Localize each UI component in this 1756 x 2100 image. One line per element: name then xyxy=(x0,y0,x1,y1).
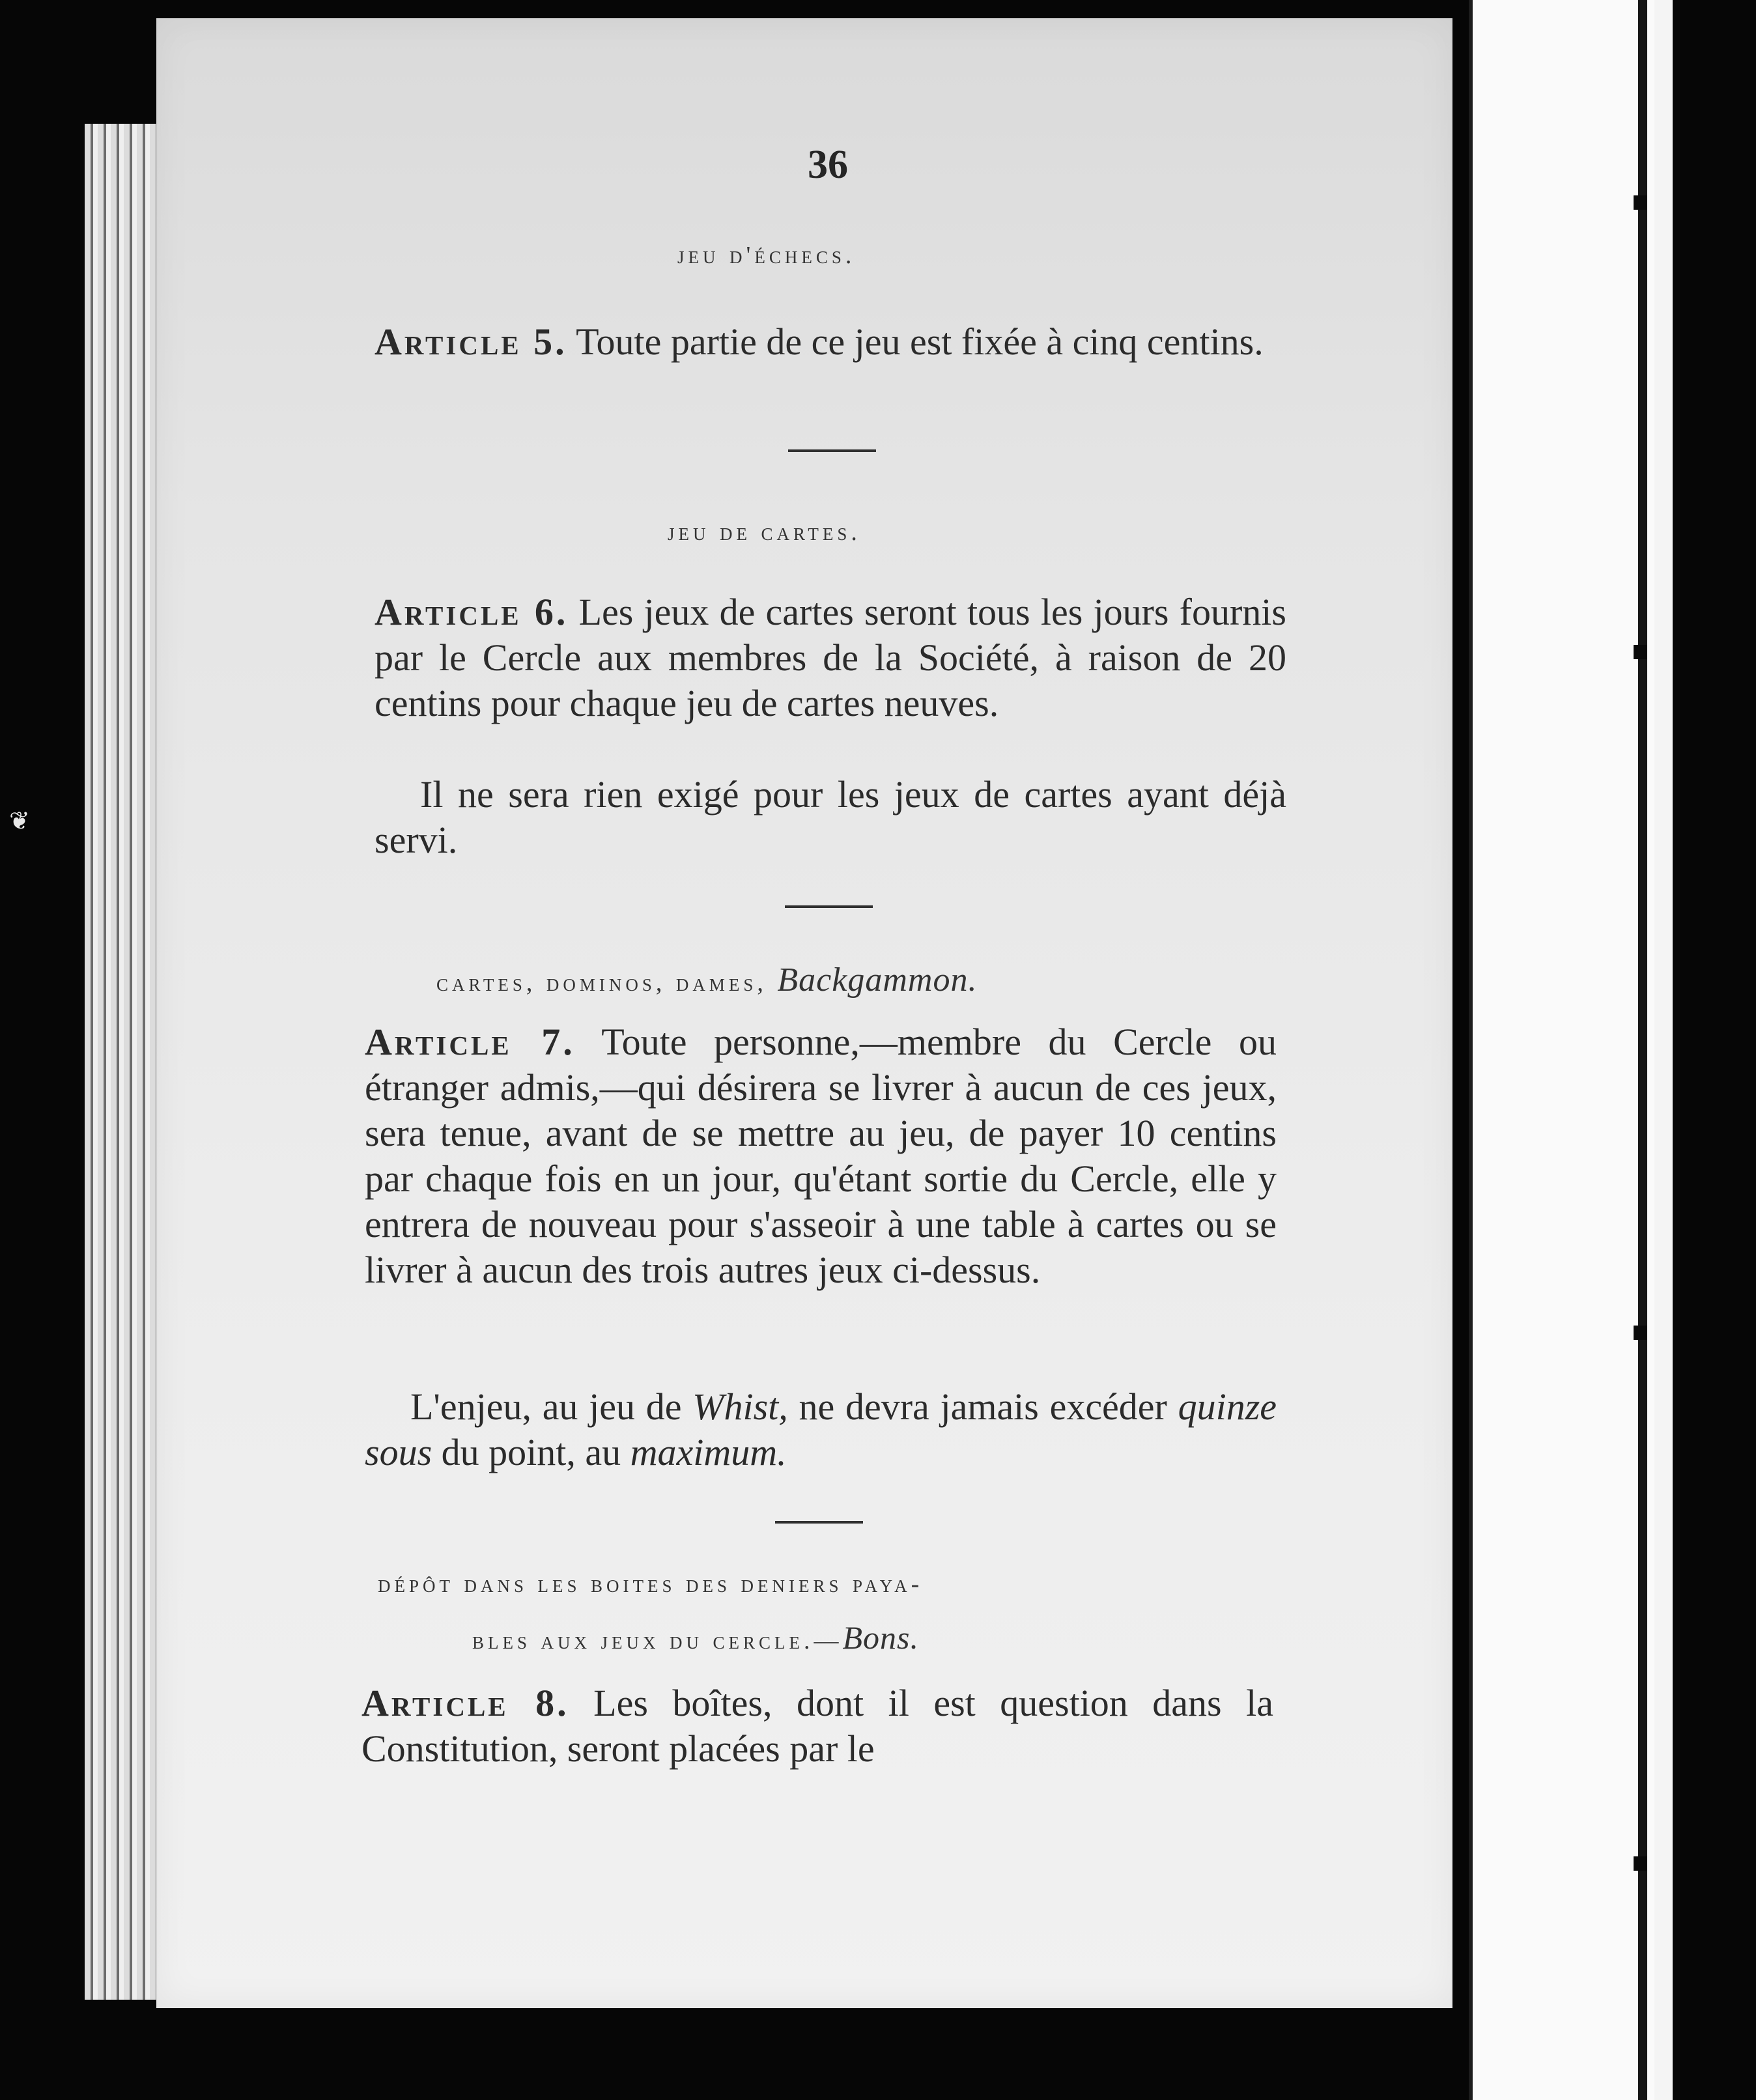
article-text: Toute personne,—membre du Cercle ou étranger admis,—qui désirera se livrer à aucun de ces jeux, sera tenue, avant de se mettre au jeu, de payer 10 centins par chaque fois en un jour, qu'étant sortie du Cercle, elle y entrera de nouveau pour s'asseoir à une table à cartes ou se livrer à aucun des trois autres jeux ci-dessus. xyxy=(365,1021,1277,1291)
paragraph-text: du point, au xyxy=(432,1431,630,1473)
italic-term: Whist, xyxy=(692,1385,788,1428)
binding-mark xyxy=(1634,1326,1647,1340)
binding-mark xyxy=(1634,645,1647,659)
section-heading-cartes: jeu de cartes. xyxy=(668,518,861,546)
section-heading-echecs: jeu d'échecs. xyxy=(677,242,856,269)
section-heading-depot-line-2 xyxy=(472,1619,919,1656)
article-lead: Article 6. xyxy=(375,591,569,633)
scan-speck: ❦ xyxy=(9,808,30,835)
article-text: Les boîtes, dont il est question dans la Constitution, seront placées par le xyxy=(361,1682,1273,1770)
heading-italic: Bons. xyxy=(842,1619,920,1656)
article-5 xyxy=(375,319,1286,365)
article-lead: Article 8. xyxy=(361,1682,569,1724)
facing-page-gutter xyxy=(1638,0,1647,2100)
binding-mark xyxy=(1634,1856,1647,1871)
paragraph-text: ne devra jamais excéder xyxy=(787,1385,1178,1428)
facing-page-outer-edge xyxy=(1654,0,1673,2100)
section-divider xyxy=(775,1521,863,1524)
article-lead: Article 7. xyxy=(365,1021,575,1063)
binding-mark xyxy=(1634,195,1647,210)
article-6 xyxy=(375,589,1286,726)
page-number: 36 xyxy=(808,143,848,187)
section-divider xyxy=(785,905,873,908)
page-stack-edges xyxy=(85,124,163,2000)
article-text: Toute partie de ce jeu est fixée à cinq centins. xyxy=(567,320,1264,363)
section-divider xyxy=(788,449,876,452)
paragraph-text: L'enjeu, au jeu de xyxy=(410,1385,693,1428)
paragraph-text: Il ne sera rien exigé pour les jeux de cartes ayant déjà servi. xyxy=(375,773,1286,861)
whist-paragraph xyxy=(365,1384,1277,1475)
article-8 xyxy=(361,1681,1273,1772)
heading-italic: Backgammon. xyxy=(777,961,978,999)
section-heading-depot-line-1: dépôt dans les boites des deniers paya- xyxy=(378,1570,924,1598)
article-text: Les jeux de cartes seront tous les jours fournis par le Cercle aux membres de la Société, à raison de 20 centins pour chaque jeu de cartes neuves. xyxy=(375,591,1286,724)
heading-text: cartes, dominos, dames, xyxy=(436,969,767,997)
article-lead: Article 5. xyxy=(375,320,567,363)
italic-term: quinze sous xyxy=(365,1385,1277,1473)
article-6-continued xyxy=(375,772,1286,863)
section-heading-cartes-dominos xyxy=(436,961,977,999)
heading-text: bles aux jeux du cercle.— xyxy=(472,1627,843,1654)
article-7 xyxy=(365,1019,1277,1293)
italic-term: maximum. xyxy=(630,1431,787,1473)
